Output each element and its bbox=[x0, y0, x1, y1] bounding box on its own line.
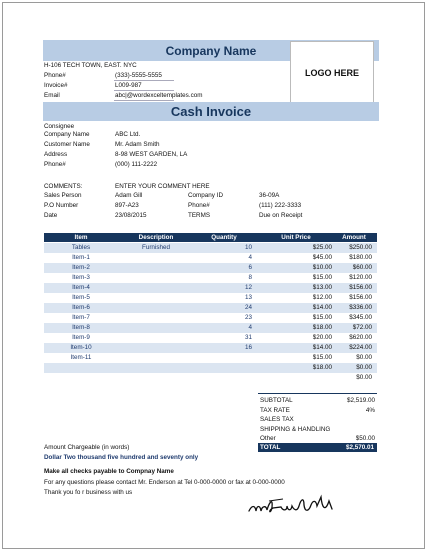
cell-item[interactable]: Item-6 bbox=[72, 304, 90, 311]
consignee-heading: Consignee bbox=[44, 123, 75, 130]
table-row bbox=[44, 293, 377, 303]
cell-unit-price[interactable]: $45.00 bbox=[312, 254, 332, 261]
meta-label: Company ID bbox=[188, 192, 223, 199]
meta-value[interactable]: 36-09A bbox=[259, 192, 280, 199]
cell-unit-price[interactable]: $10.00 bbox=[312, 264, 332, 271]
cell-unit-price[interactable]: $18.00 bbox=[312, 324, 332, 331]
th-unit-price: Unit Price bbox=[281, 234, 311, 241]
cell-quantity[interactable]: 31 bbox=[244, 334, 252, 341]
meta-value[interactable]: 23/08/2015 bbox=[115, 212, 147, 219]
table-row bbox=[44, 253, 377, 263]
cell-item[interactable]: Item-3 bbox=[72, 274, 90, 281]
consignee-label: Customer Name bbox=[44, 141, 90, 148]
cell-unit-price[interactable]: $25.00 bbox=[312, 244, 332, 251]
th-item: Item bbox=[74, 234, 88, 241]
consignee-label: Phone# bbox=[44, 161, 66, 168]
contact-value[interactable]: abc|@wordexceltemplates.com bbox=[115, 92, 203, 99]
cell-unit-price[interactable]: $13.00 bbox=[312, 284, 332, 291]
company-name: Company Name bbox=[165, 44, 257, 58]
cell-amount: $0.00 bbox=[356, 374, 372, 381]
grand-total-value: $2,570.01 bbox=[345, 444, 374, 451]
logo-text: LOGO HERE bbox=[304, 68, 359, 78]
grand-total-label: TOTAL bbox=[260, 444, 281, 451]
cell-item[interactable]: Item-7 bbox=[72, 314, 90, 321]
cell-quantity[interactable]: 13 bbox=[244, 294, 252, 301]
meta-value[interactable]: 897-A23 bbox=[115, 202, 139, 209]
table-row bbox=[44, 273, 377, 283]
cell-unit-price[interactable]: $15.00 bbox=[312, 314, 332, 321]
meta-value[interactable]: Due on Receipt bbox=[259, 212, 303, 219]
consignee-label: Address bbox=[44, 151, 68, 158]
thanks-note: Thank you fo r business with us bbox=[44, 489, 133, 496]
th-description: Description bbox=[138, 234, 174, 241]
logo-placeholder bbox=[290, 41, 374, 105]
totals-label: Other bbox=[260, 435, 276, 442]
cell-item[interactable]: Item-2 bbox=[72, 264, 90, 271]
consignee-value[interactable]: Mr. Adam Smith bbox=[115, 141, 160, 148]
cell-unit-price[interactable]: $15.00 bbox=[312, 354, 332, 361]
cell-quantity[interactable]: 16 bbox=[244, 344, 252, 351]
contact-label: Phone# bbox=[44, 72, 66, 79]
meta-value[interactable]: (111) 222-3333 bbox=[259, 202, 302, 209]
field-underline bbox=[114, 80, 174, 81]
cell-quantity[interactable]: 24 bbox=[244, 304, 252, 311]
meta-value[interactable]: Adam Gill bbox=[115, 192, 143, 199]
table-row bbox=[44, 243, 377, 253]
amount-words: Dollar Two thousand five hundred and seventy only bbox=[44, 454, 199, 461]
contact-label: Email bbox=[44, 92, 60, 99]
company-address: H-106 TECH TOWN, EAST. NYC bbox=[44, 62, 137, 69]
th-quantity: Quantity bbox=[211, 234, 237, 241]
cell-amount: $224.00 bbox=[349, 344, 372, 351]
meta-label: Phone# bbox=[188, 202, 210, 209]
consignee-value[interactable]: ABC Ltd. bbox=[115, 131, 141, 138]
cell-unit-price[interactable]: $12.00 bbox=[312, 294, 332, 301]
table-row bbox=[44, 373, 377, 383]
table-row bbox=[44, 343, 377, 353]
cell-unit-price[interactable]: $14.00 bbox=[312, 304, 332, 311]
cell-quantity[interactable]: 8 bbox=[248, 274, 252, 281]
table-row bbox=[44, 363, 377, 373]
meta-label: P.O Number bbox=[44, 202, 79, 209]
consignee-value[interactable]: 8-98 WEST GARDEN, LA bbox=[115, 151, 188, 158]
totals-label: SHIPPING & HANDLING bbox=[260, 425, 331, 433]
table-row bbox=[44, 283, 377, 293]
table-row bbox=[44, 263, 377, 273]
totals-label: TAX RATE bbox=[260, 406, 290, 414]
cell-item[interactable]: Item-8 bbox=[72, 324, 90, 331]
cell-unit-price[interactable]: $14.00 bbox=[312, 344, 332, 351]
totals-value: $2,519.00 bbox=[346, 397, 375, 404]
cell-amount: $60.00 bbox=[352, 264, 372, 271]
cell-amount: $0.00 bbox=[356, 364, 372, 371]
totals-label: SALES TAX bbox=[260, 416, 294, 423]
amount-words-label: Amount Chargeable (in words) bbox=[44, 444, 130, 451]
invoice-title: Cash Invoice bbox=[170, 104, 252, 119]
cell-quantity[interactable]: 6 bbox=[248, 264, 252, 271]
cell-amount: $250.00 bbox=[349, 244, 372, 251]
cell-item[interactable]: Item-10 bbox=[70, 344, 92, 351]
meta-label: Date bbox=[44, 212, 58, 219]
cell-amount: $336.00 bbox=[349, 304, 372, 311]
cell-unit-price[interactable]: $15.00 bbox=[312, 274, 332, 281]
table-row bbox=[44, 353, 377, 363]
invoice-sheet bbox=[2, 2, 425, 549]
comments-value[interactable]: ENTER YOUR COMMENT HERE bbox=[115, 183, 210, 190]
totals-value: $50.00 bbox=[355, 435, 375, 442]
cell-amount: $345.00 bbox=[349, 314, 372, 321]
consignee-value[interactable]: (000) 111-2222 bbox=[115, 161, 158, 168]
cell-quantity[interactable]: 4 bbox=[248, 254, 252, 261]
contact-value[interactable]: L009-987 bbox=[115, 82, 142, 89]
cell-description[interactable]: Furnished bbox=[141, 244, 170, 251]
cell-amount: $0.00 bbox=[356, 354, 372, 361]
cell-item[interactable]: Item-1 bbox=[72, 254, 90, 261]
cell-amount: $156.00 bbox=[349, 284, 372, 291]
meta-label: Sales Person bbox=[44, 192, 82, 199]
cell-amount: $180.00 bbox=[349, 254, 372, 261]
th-amount: Amount bbox=[342, 234, 366, 241]
cell-quantity[interactable]: 23 bbox=[244, 314, 252, 321]
consignee-label: Company Name bbox=[44, 131, 90, 138]
grand-total-bar bbox=[258, 443, 377, 452]
table-row bbox=[44, 333, 377, 343]
cell-quantity[interactable]: 10 bbox=[244, 244, 252, 251]
cell-amount: $620.00 bbox=[349, 334, 372, 341]
cell-amount: $156.00 bbox=[349, 294, 372, 301]
cell-item[interactable]: Tables bbox=[71, 244, 91, 251]
cell-amount: $120.00 bbox=[349, 274, 372, 281]
cell-item[interactable]: Item-11 bbox=[70, 354, 92, 361]
cell-unit-price[interactable]: $20.00 bbox=[312, 334, 332, 341]
table-row bbox=[44, 303, 377, 313]
totals-value: 4% bbox=[365, 406, 375, 414]
cell-item[interactable]: Item-4 bbox=[72, 284, 90, 291]
cell-item[interactable]: Item-5 bbox=[72, 294, 90, 301]
cell-quantity[interactable]: 4 bbox=[248, 324, 252, 331]
table-row bbox=[44, 323, 377, 333]
meta-label: TERMS bbox=[188, 212, 211, 219]
cell-quantity[interactable]: 12 bbox=[244, 284, 252, 291]
signature bbox=[247, 491, 343, 521]
items-table-header bbox=[44, 233, 377, 242]
comments-label: COMMENTS: bbox=[44, 183, 83, 190]
checks-note: Make all checks payable to Compnay Name bbox=[44, 468, 174, 475]
totals-divider bbox=[258, 393, 377, 394]
field-underline bbox=[114, 100, 174, 101]
cell-amount: $72.00 bbox=[352, 324, 372, 331]
questions-note: For any questions please contact Mr. Enderson at Tel 0-000-0000 or fax at 0-000-0000 bbox=[44, 479, 285, 486]
field-underline bbox=[114, 90, 174, 91]
cell-unit-price[interactable]: $18.00 bbox=[312, 364, 332, 371]
table-row bbox=[44, 313, 377, 323]
contact-label: Invoice# bbox=[44, 82, 68, 89]
contact-value[interactable]: (333)-5555-5555 bbox=[115, 72, 162, 79]
cell-item[interactable]: Item-9 bbox=[72, 334, 90, 341]
invoice-title-band bbox=[43, 102, 379, 121]
totals-label: SUBTOTAL bbox=[260, 397, 293, 404]
